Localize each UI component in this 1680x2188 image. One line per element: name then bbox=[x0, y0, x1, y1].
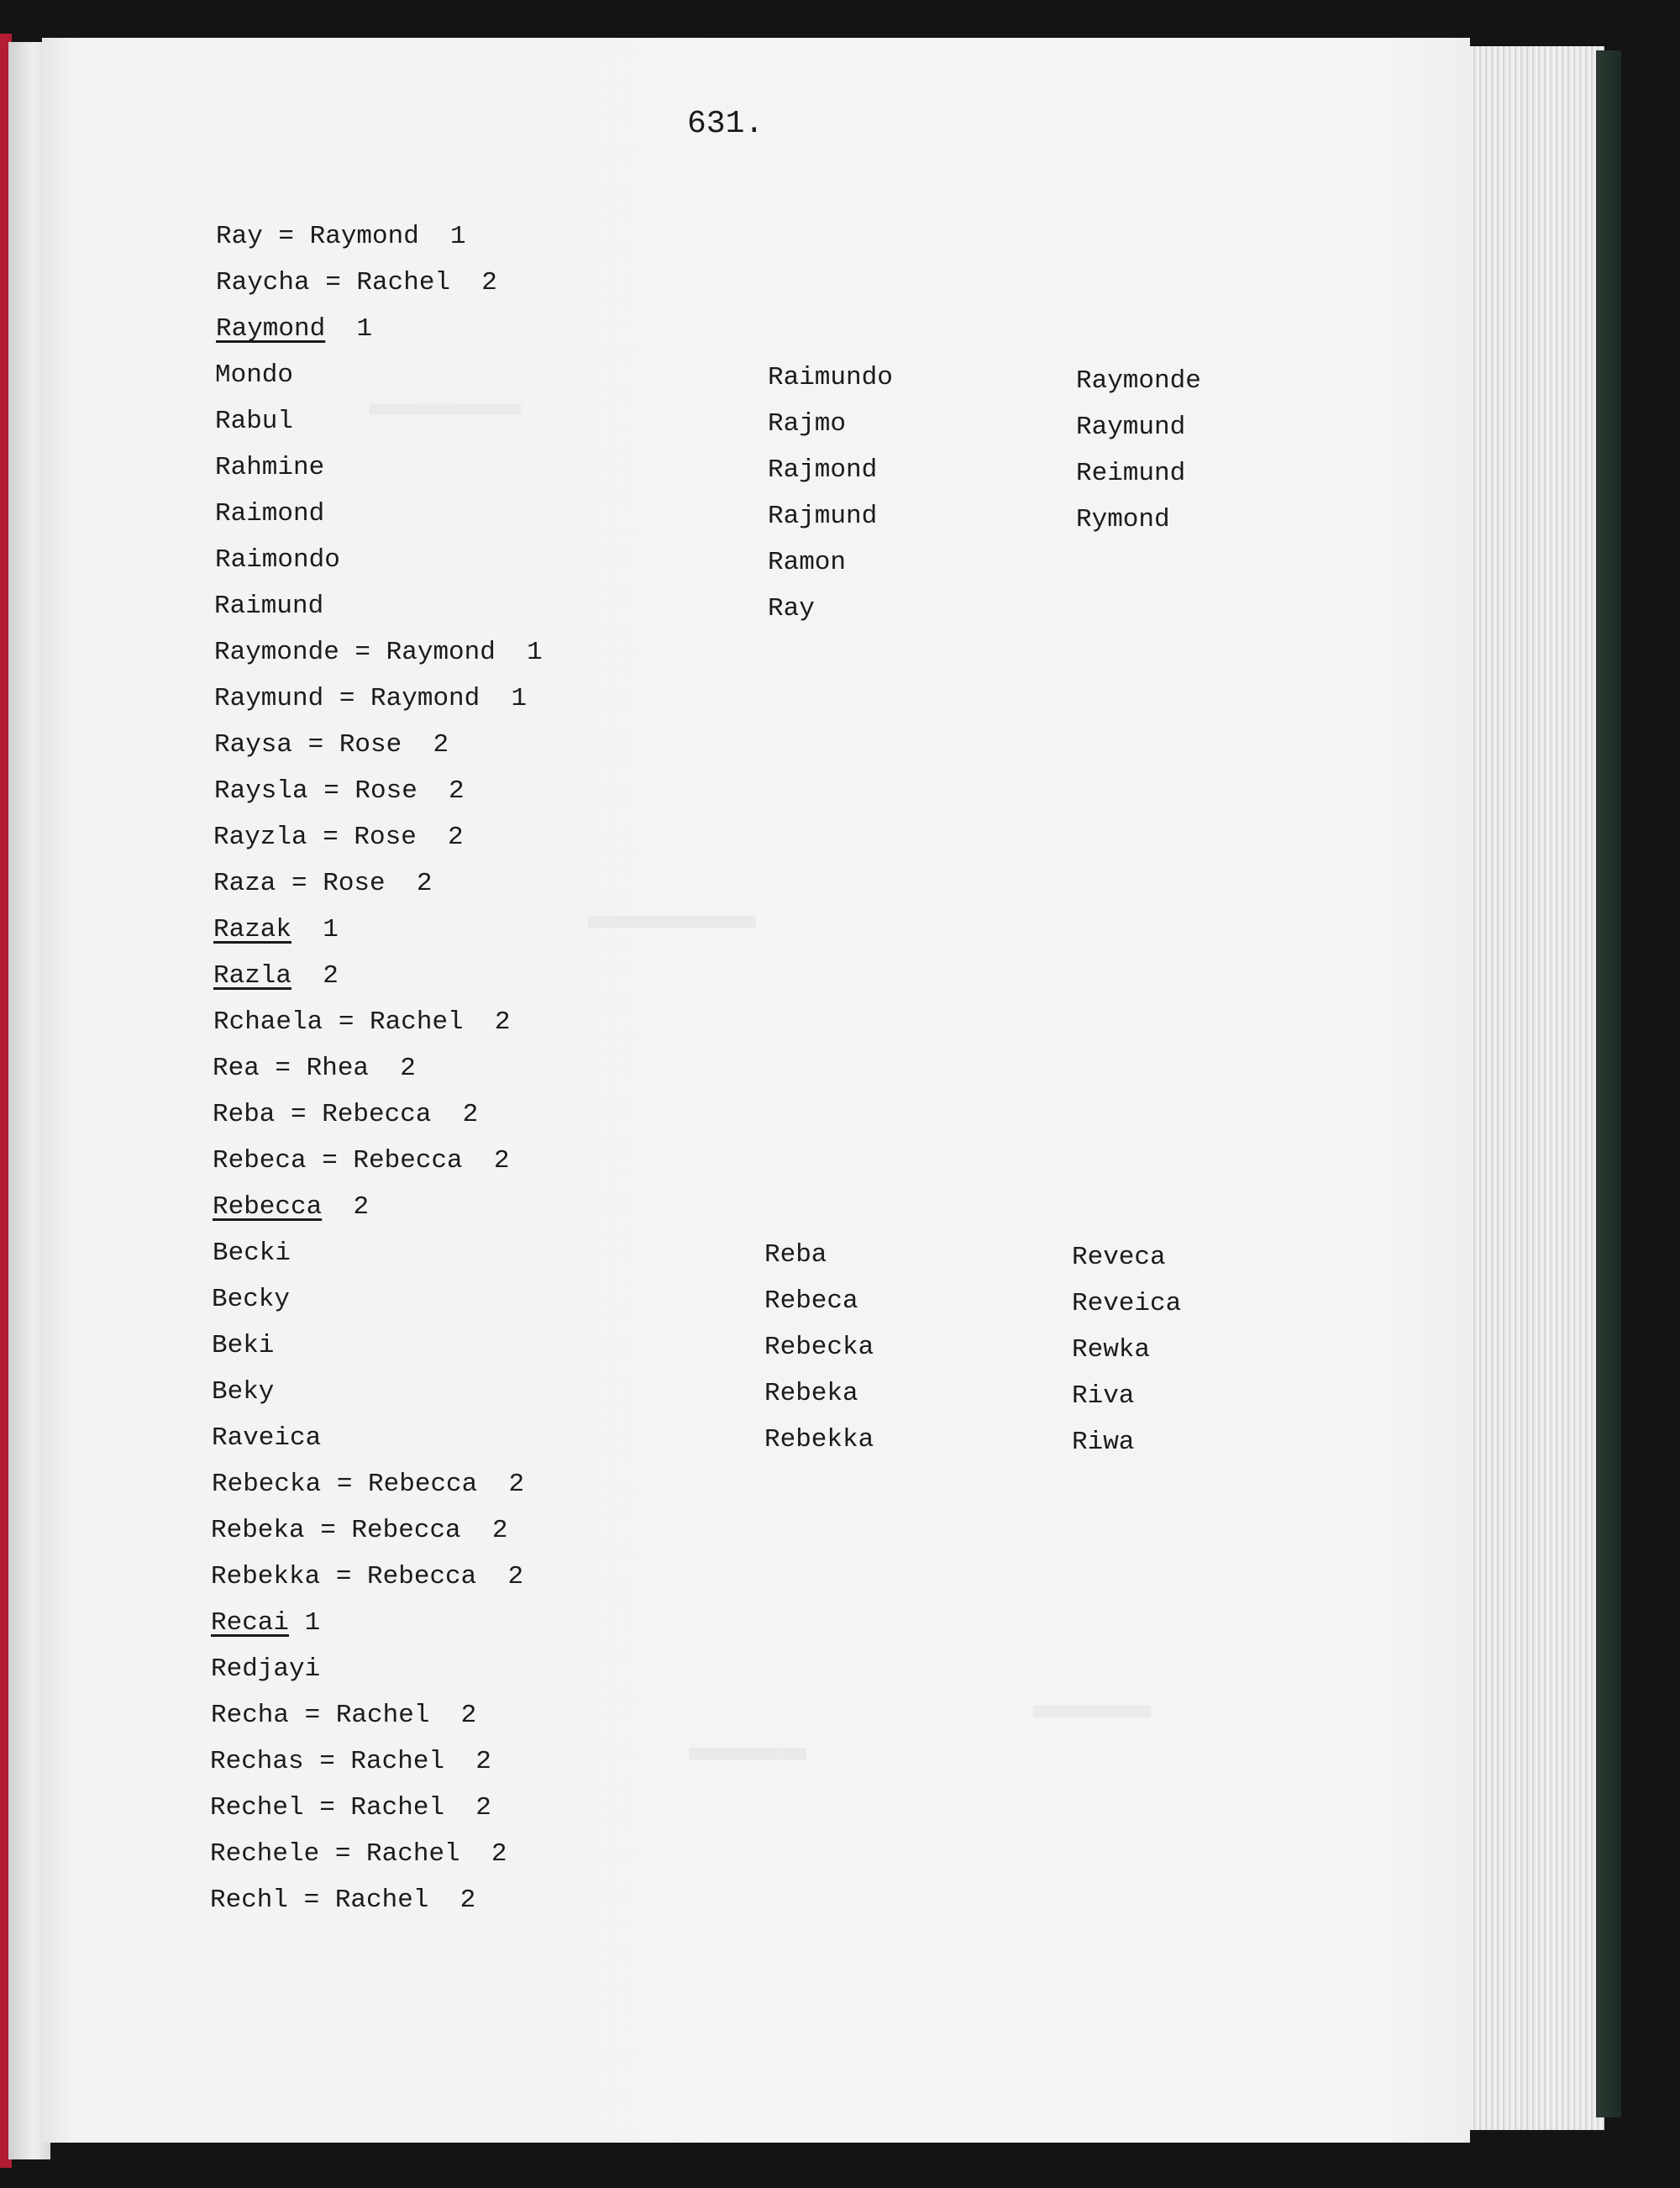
entry-row bbox=[212, 1471, 524, 1497]
main-name-heading: Recai bbox=[211, 1608, 290, 1638]
entry-name: Raymund bbox=[214, 684, 324, 713]
entry-reference: 1 bbox=[289, 1608, 321, 1638]
entry-row bbox=[215, 408, 293, 434]
entry-row bbox=[213, 1009, 510, 1035]
variant-name: Rajmund bbox=[768, 502, 878, 531]
entry-reference: = Rebecca 2 bbox=[321, 1470, 525, 1499]
entry-reference: = Rachel 2 bbox=[289, 1701, 477, 1730]
entry-name: Raymonde bbox=[214, 638, 339, 667]
entry-row bbox=[213, 963, 339, 989]
entry-row bbox=[213, 870, 432, 897]
entry-reference: = Rachel 2 bbox=[323, 1007, 511, 1037]
entry-row bbox=[214, 732, 449, 758]
entry-name: Rahmine bbox=[215, 453, 325, 482]
variant-name: Riva bbox=[1072, 1381, 1135, 1411]
entry-reference: 2 bbox=[322, 1192, 370, 1222]
entry-row bbox=[216, 316, 372, 342]
entry-name: Reba bbox=[213, 1100, 276, 1129]
entry-name: Rabul bbox=[215, 407, 294, 436]
entry-reference: = Rachel 2 bbox=[288, 1886, 476, 1915]
entry-name: Raysla bbox=[214, 776, 308, 806]
entry-name: Mondo bbox=[215, 360, 294, 390]
entry-reference: = Rebecca 2 bbox=[306, 1146, 510, 1176]
entry-name: Rebeka bbox=[211, 1516, 305, 1545]
entry-name: Becky bbox=[212, 1285, 291, 1314]
entry-row bbox=[214, 686, 527, 712]
entry-row bbox=[215, 547, 340, 573]
entry-row bbox=[215, 501, 324, 527]
entry-row bbox=[212, 1333, 274, 1359]
entry-reference: = Rose 2 bbox=[307, 823, 464, 852]
variant-name: Reimund bbox=[1076, 459, 1186, 488]
entry-name: Rechas bbox=[210, 1747, 304, 1776]
entry-reference: = Rhea 2 bbox=[259, 1054, 416, 1083]
entry-reference: = Rachel 2 bbox=[303, 1793, 491, 1822]
entry-name: Raimond bbox=[215, 499, 325, 529]
entry-reference: 1 bbox=[291, 915, 339, 944]
variant-name: Raymonde bbox=[1076, 366, 1201, 396]
entry-name: Beky bbox=[212, 1377, 275, 1407]
entry-row bbox=[214, 639, 543, 665]
entry-row bbox=[216, 224, 466, 250]
entry-row bbox=[211, 1610, 320, 1636]
entry-name: Rechele bbox=[210, 1839, 320, 1869]
variant-name: Ramon bbox=[768, 548, 847, 577]
entry-row bbox=[213, 1055, 416, 1081]
variant-name: Rebecka bbox=[764, 1333, 874, 1362]
entry-name: Rea bbox=[213, 1054, 260, 1083]
entry-name: Becki bbox=[213, 1239, 291, 1268]
entry-row bbox=[211, 1564, 523, 1590]
variant-name: Reba bbox=[764, 1240, 827, 1270]
main-name-heading: Razak bbox=[213, 915, 292, 944]
main-name-heading: Raymond bbox=[216, 314, 326, 344]
book-cover-right bbox=[1596, 50, 1621, 2117]
entry-reference: = Rachel 2 bbox=[309, 268, 497, 297]
variant-name: Ray bbox=[768, 594, 815, 623]
variant-name: Rymond bbox=[1076, 505, 1170, 534]
entry-name: Recha bbox=[211, 1701, 290, 1730]
entry-name: Rchaela bbox=[213, 1007, 323, 1037]
entry-reference: = Rebecca 2 bbox=[304, 1516, 508, 1545]
page-number: 631. bbox=[687, 106, 764, 142]
entry-reference: 1 bbox=[325, 314, 373, 344]
entry-name: Beki bbox=[212, 1331, 275, 1360]
entry-reference: = Rose 2 bbox=[292, 730, 449, 760]
entry-row bbox=[210, 1841, 507, 1867]
variant-name: Reveica bbox=[1072, 1289, 1182, 1318]
entry-row bbox=[213, 1240, 291, 1266]
entry-reference: = Rachel 2 bbox=[303, 1747, 491, 1776]
entry-name: Raveica bbox=[212, 1423, 322, 1453]
variant-name: Riwa bbox=[1072, 1428, 1135, 1457]
entry-name: Rebekka bbox=[211, 1562, 321, 1591]
entry-reference: = Raymond 1 bbox=[339, 638, 543, 667]
page-stack-edge bbox=[1470, 46, 1604, 2130]
book-page bbox=[42, 38, 1470, 2143]
entry-reference: = Raymond 1 bbox=[323, 684, 528, 713]
main-name-heading: Razla bbox=[213, 961, 292, 991]
entry-row bbox=[215, 362, 293, 388]
entry-reference: = Rose 2 bbox=[307, 776, 465, 806]
entry-name: Rebecka bbox=[212, 1470, 322, 1499]
entry-name: Rayzla bbox=[213, 823, 307, 852]
entry-name: Raimondo bbox=[215, 545, 340, 575]
variant-name: Rebeka bbox=[764, 1379, 858, 1408]
entry-reference: 2 bbox=[291, 961, 339, 991]
variant-name: Reveca bbox=[1072, 1243, 1166, 1272]
entry-row bbox=[211, 1517, 507, 1544]
entry-row bbox=[213, 1194, 369, 1220]
entry-row bbox=[212, 1379, 274, 1405]
entry-row bbox=[214, 778, 465, 804]
entry-row bbox=[213, 824, 464, 850]
entry-row bbox=[211, 1702, 476, 1728]
entry-row bbox=[216, 270, 497, 296]
entry-reference: = Raymond 1 bbox=[262, 222, 466, 251]
main-name-heading: Rebecca bbox=[213, 1192, 323, 1222]
entry-row bbox=[213, 917, 339, 943]
entry-name: Raysa bbox=[214, 730, 293, 760]
entry-name: Rebeca bbox=[213, 1146, 307, 1176]
entry-name: Ray bbox=[216, 222, 263, 251]
entry-name: Rechel bbox=[210, 1793, 304, 1822]
entry-row bbox=[213, 1102, 478, 1128]
variant-name: Rebeca bbox=[764, 1286, 858, 1316]
entry-row bbox=[212, 1286, 290, 1312]
entry-reference: = Rose 2 bbox=[276, 869, 433, 898]
variant-name: Rajmond bbox=[768, 455, 878, 485]
variant-name: Raimundo bbox=[768, 363, 893, 392]
entry-row bbox=[210, 1749, 491, 1775]
variant-name: Rewka bbox=[1072, 1335, 1151, 1365]
variant-name: Rebekka bbox=[764, 1425, 874, 1454]
entry-reference: = Rebecca 2 bbox=[275, 1100, 479, 1129]
entry-name: Raza bbox=[213, 869, 276, 898]
entry-name: Redjayi bbox=[211, 1654, 321, 1684]
variant-name: Raymund bbox=[1076, 413, 1186, 442]
entry-row bbox=[215, 455, 324, 481]
entry-row bbox=[212, 1425, 321, 1451]
entry-row bbox=[211, 1656, 320, 1682]
entry-reference: = Rachel 2 bbox=[319, 1839, 507, 1869]
entry-row bbox=[210, 1795, 491, 1821]
variant-name: Rajmo bbox=[768, 409, 847, 439]
entry-row bbox=[213, 1148, 509, 1174]
entry-name: Raycha bbox=[216, 268, 310, 297]
entry-row bbox=[214, 593, 323, 619]
entry-name: Raimund bbox=[214, 592, 324, 621]
entry-name: Rechl bbox=[210, 1886, 289, 1915]
entry-reference: = Rebecca 2 bbox=[320, 1562, 524, 1591]
entry-row bbox=[210, 1887, 475, 1913]
